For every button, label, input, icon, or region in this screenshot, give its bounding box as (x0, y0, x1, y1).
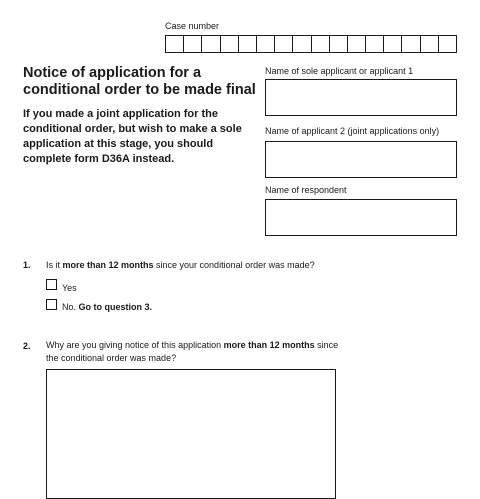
sole-applicant-label: Name of sole applicant or applicant 1 (265, 66, 414, 76)
case-number-input[interactable] (165, 35, 457, 53)
question1-number: 1. (23, 260, 31, 270)
case-number-cell[interactable] (293, 36, 311, 52)
case-number-cell[interactable] (257, 36, 275, 52)
case-number-cell[interactable] (384, 36, 402, 52)
case-number-cell[interactable] (366, 36, 384, 52)
applicant2-field[interactable] (265, 141, 457, 178)
no-checkbox[interactable] (46, 299, 57, 310)
case-number-cell[interactable] (421, 36, 439, 52)
no-option-instruction: Go to question 3. (78, 302, 153, 312)
form-title: Notice of application for a conditional order to be made final (23, 65, 256, 98)
respondent-label: Name of respondent (265, 185, 347, 195)
no-option-prefix: No. (62, 302, 79, 312)
case-number-cell[interactable] (402, 36, 420, 52)
yes-option-label: Yes (62, 283, 77, 293)
case-number-cell[interactable] (221, 36, 239, 52)
applicant2-label: Name of applicant 2 (joint applications only) (265, 126, 440, 136)
joint-application-note: If you made a joint application for the conditional order, but wish to make a sole application at this stage, you should complete form D36A instead. (23, 108, 242, 165)
respondent-field[interactable] (265, 199, 457, 236)
question1-text-before: Is it (46, 260, 63, 270)
sole-applicant-field[interactable] (265, 79, 457, 116)
question1-text-bold: more than 12 months (62, 260, 154, 270)
case-number-cell[interactable] (348, 36, 366, 52)
no-option-label (62, 302, 152, 312)
question2-number: 2. (23, 341, 31, 351)
case-number-cell[interactable] (166, 36, 184, 52)
case-number-label: Case number (165, 21, 220, 31)
question1-text (46, 259, 446, 272)
question2-text (46, 339, 346, 365)
question2-text-after: since the conditional order was made? (46, 340, 339, 363)
yes-checkbox[interactable] (46, 279, 57, 290)
case-number-cell[interactable] (184, 36, 202, 52)
question2-text-before: Why are you giving notice of this application (46, 340, 224, 350)
question2-text-bold: more than 12 months (223, 340, 315, 350)
question1-text-after: since your conditional order was made? (153, 260, 315, 270)
case-number-cell[interactable] (439, 36, 456, 52)
case-number-cell[interactable] (275, 36, 293, 52)
case-number-cell[interactable] (202, 36, 220, 52)
case-number-cell[interactable] (312, 36, 330, 52)
case-number-cell[interactable] (330, 36, 348, 52)
case-number-cell[interactable] (239, 36, 257, 52)
